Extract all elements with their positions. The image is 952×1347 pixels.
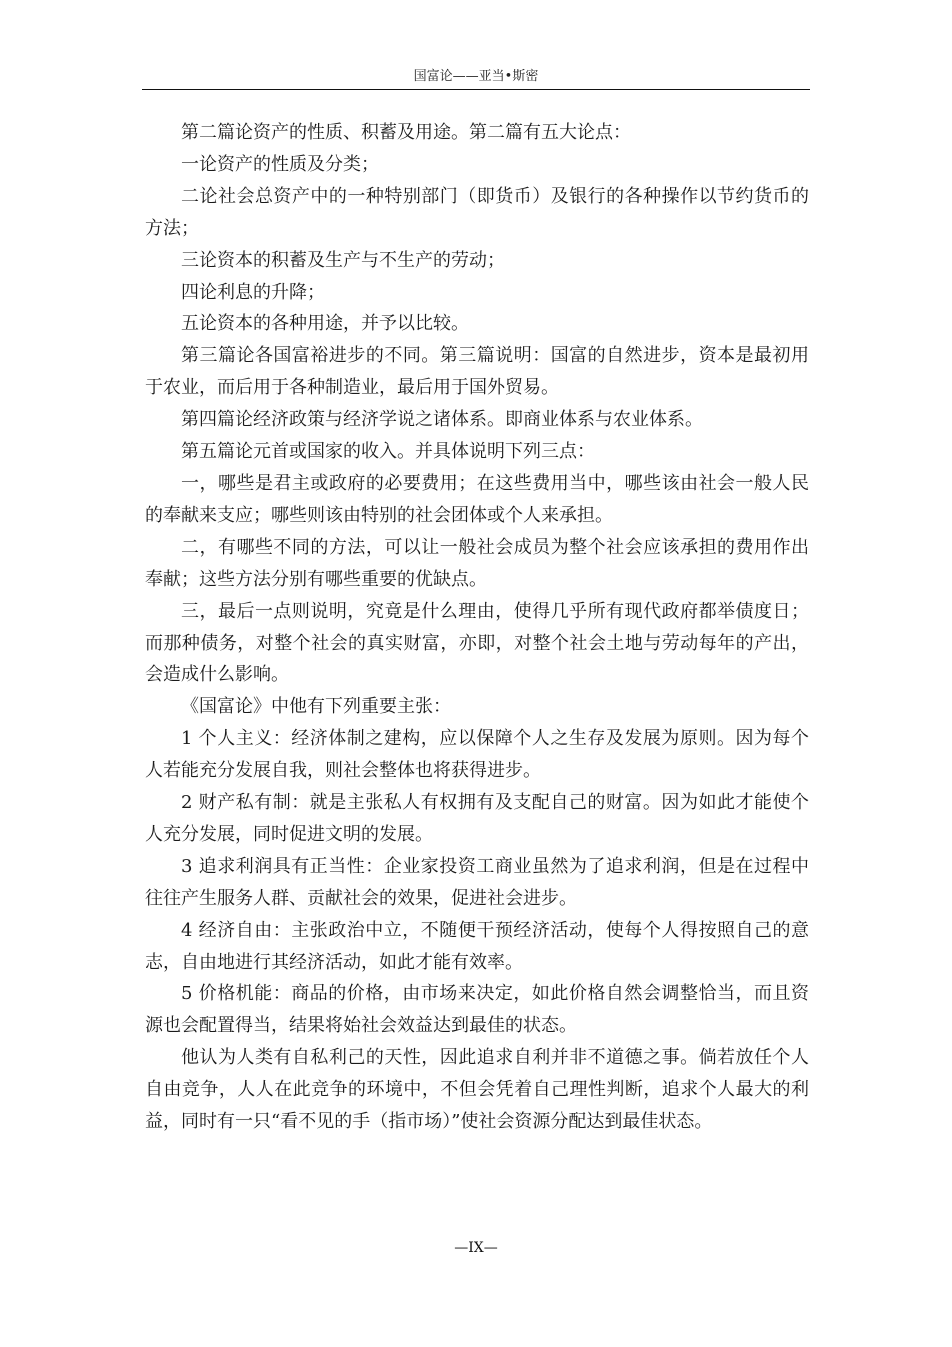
page-number: —IX—	[454, 1240, 498, 1256]
paragraph: 5 价格机能：商品的价格，由市场来决定，如此价格自然会调整恰当，而且资源也会配置得当，结果将始社会效益达到最佳的状态。	[145, 983, 809, 1037]
paragraph: 一论资产的性质及分类；	[181, 153, 379, 175]
paragraph: 一，哪些是君主或政府的必要费用；在这些费用当中，哪些该由社会一般人民的奉献来支应；哪些则该由特别的社会团体或个人来承担。	[145, 472, 809, 526]
paragraph: 四论利息的升降；	[181, 281, 325, 303]
body-text	[145, 117, 809, 1138]
paragraph: 二，有哪些不同的方法，可以让一般社会成员为整个社会应该承担的费用作出奉献；这些方法分别有哪些重要的优缺点。	[145, 536, 809, 590]
paragraph: 第四篇论经济政策与经济学说之诸体系。即商业体系与农业体系。	[181, 409, 703, 431]
paragraph: 1 个人主义：经济体制之建构，应以保障个人之生存及发展为原则。因为每个人若能充分发展自我，则社会整体也将获得进步。	[145, 728, 809, 782]
paragraph: 第三篇论各国富裕进步的不同。第三篇说明：国富的自然进步，资本是最初用于农业，而后用于各种制造业，最后用于国外贸易。	[145, 345, 809, 399]
paragraph: 2 财产私有制：就是主张私人有权拥有及支配自己的财富。因为如此才能使个人充分发展，同时促进文明的发展。	[145, 792, 809, 845]
paragraph: 第二篇论资产的性质、积蓄及用途。第二篇有五大论点：	[181, 122, 631, 143]
paragraph: 三论资本的积蓄及生产与不生产的劳动；	[181, 249, 505, 271]
paragraph: 二论社会总资产中的一种特别部门（即货币）及银行的各种操作以节约货币的方法；	[145, 185, 809, 239]
paragraph: 4 经济自由：主张政治中立，不随便干预经济活动，使每个人得按照自己的意志，自由地进行其经济活动，如此才能有效率。	[145, 919, 809, 973]
page-header: 国富论——亚当•斯密	[413, 69, 539, 84]
paragraph: 3 追求利润具有正当性：企业家投资工商业虽然为了追求利润，但是在过程中往往产生服务人群、贡献社会的效果，促进社会进步。	[145, 855, 809, 909]
paragraph: 《国富论》中他有下列重要主张：	[181, 696, 451, 718]
paragraph: 第五篇论元首或国家的收入。并具体说明下列三点：	[181, 441, 595, 463]
paragraph: 三，最后一点则说明，究竟是什么理由，使得几乎所有现代政府都举债度日；而那种债务，对整个社会的真实财富，亦即，对整个社会土地与劳动每年的产出，会造成什么影响。	[145, 600, 809, 686]
header-rule	[142, 89, 810, 90]
paragraph: 五论资本的各种用途，并予以比较。	[181, 313, 469, 335]
paragraph: 他认为人类有自私利己的天性，因此追求自利并非不道德之事。倘若放任个人自由竞争，人人在此竞争的环境中，不但会凭着自己理性判断，追求个人最大的利益，同时有一只“看不见的手（指市场）”使社会资源分配达到最佳状态。	[145, 1047, 809, 1133]
